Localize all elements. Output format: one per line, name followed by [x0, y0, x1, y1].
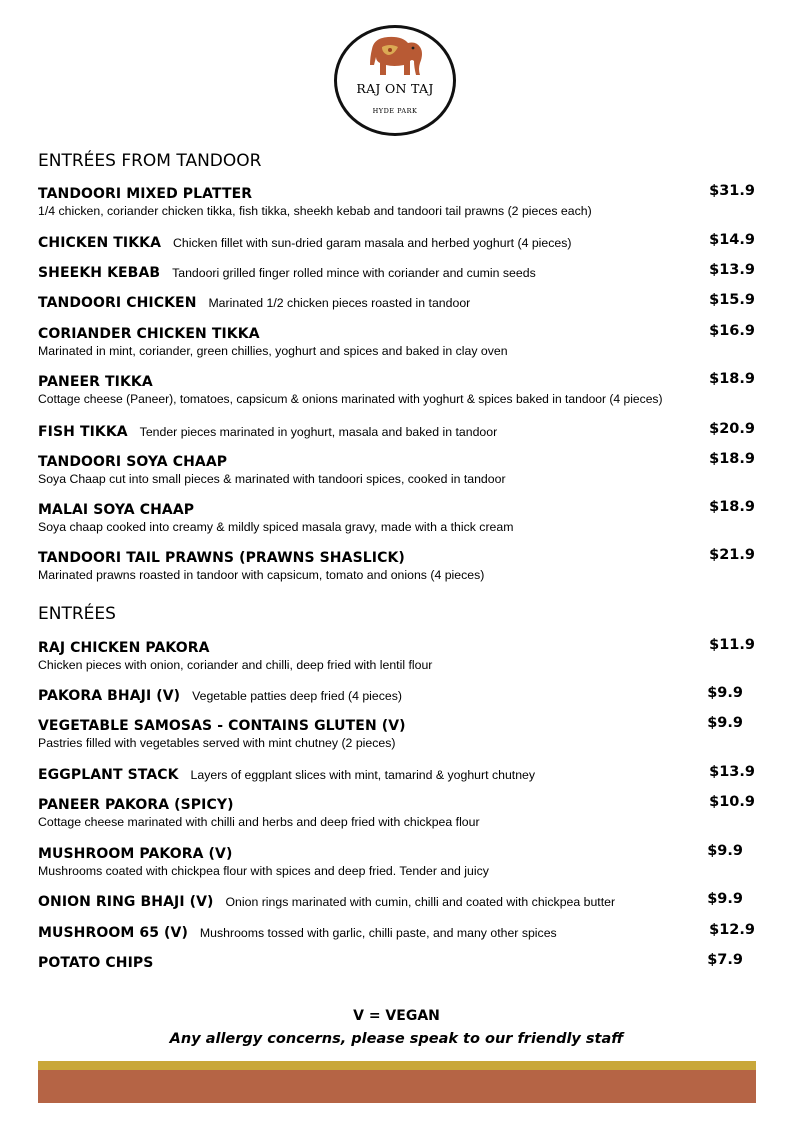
item-desc: Pastries filled with vegetables served with mint chutney (2 pieces)	[38, 736, 396, 750]
item-desc: Layers of eggplant slices with mint, tamarind & yoghurt chutney	[183, 768, 536, 782]
item-price: $15.9	[709, 292, 755, 308]
item-name: MALAI SOYA CHAAP	[38, 502, 195, 518]
item-price: $20.9	[709, 421, 755, 437]
menu-item	[38, 323, 755, 358]
item-price: $9.9	[707, 891, 743, 907]
item-name: SHEEKH KEBAB	[38, 265, 161, 281]
item-price: $18.9	[709, 371, 755, 387]
item-name: TANDOORI SOYA CHAAP	[38, 454, 228, 470]
allergy-notice: Any allergy concerns, please speak to our friendly staff	[169, 1031, 624, 1047]
menu-item	[38, 715, 755, 750]
restaurant-logo	[334, 25, 456, 136]
item-price: $9.9	[707, 715, 743, 731]
elephant-icon	[364, 33, 426, 79]
item-desc: Chicken pieces with onion, coriander and chilli, deep fried with lentil flour	[38, 658, 433, 672]
menu-item	[38, 952, 755, 971]
menu-item	[38, 685, 755, 704]
item-name: POTATO CHIPS	[38, 955, 154, 971]
item-name: TANDOORI CHICKEN	[38, 295, 197, 311]
item-price: $18.9	[709, 451, 755, 467]
footer-gold-bar	[38, 1061, 756, 1070]
item-price: $18.9	[709, 499, 755, 515]
item-desc: Cottage cheese (Paneer), tomatoes, capsicum & onions marinated with yoghurt & spices baked in tandoor (4 pieces)	[38, 392, 663, 406]
item-name: PANEER PAKORA (SPICY)	[38, 797, 234, 813]
item-name: PANEER TIKKA	[38, 374, 153, 390]
item-desc: Tender pieces marinated in yoghurt, masala and baked in tandoor	[132, 425, 498, 439]
item-desc: Marinated prawns roasted in tandoor with capsicum, tomato and onions (4 pieces)	[38, 568, 485, 582]
item-desc: Mushrooms tossed with garlic, chilli paste, and many other spices	[193, 926, 557, 940]
menu-item	[38, 451, 755, 486]
item-price: $14.9	[709, 232, 755, 248]
item-price: $16.9	[709, 323, 755, 339]
brand-location: HYDE PARK	[372, 107, 418, 115]
menu-item	[38, 262, 755, 281]
item-price: $21.9	[709, 547, 755, 563]
menu-item	[38, 499, 755, 534]
item-desc: Mushrooms coated with chickpea flour with spices and deep fried. Tender and juicy	[38, 864, 489, 878]
vegan-legend: V = VEGAN	[353, 1008, 440, 1024]
item-name: RAJ CHICKEN PAKORA	[38, 640, 210, 656]
item-price: $7.9	[707, 952, 743, 968]
item-price: $13.9	[709, 764, 755, 780]
item-desc: Chicken fillet with sun-dried garam masala and herbed yoghurt (4 pieces)	[166, 236, 572, 250]
item-desc: Marinated 1/2 chicken pieces roasted in tandoor	[201, 296, 471, 310]
item-desc: Tandoori grilled finger rolled mince with coriander and cumin seeds	[165, 266, 536, 280]
item-price: $31.9	[709, 183, 755, 199]
item-price: $13.9	[709, 262, 755, 278]
item-desc: Soya Chaap cut into small pieces & marinated with tandoori spices, cooked in tandoor	[38, 472, 506, 486]
item-name: ONION RING BHAJI (V)	[38, 894, 214, 910]
menu-item	[38, 183, 755, 218]
menu-item	[38, 794, 755, 829]
item-name: MUSHROOM 65 (V)	[38, 925, 188, 941]
menu-item	[38, 371, 755, 406]
item-name: PAKORA BHAJI (V)	[38, 688, 181, 704]
item-name: MUSHROOM PAKORA (V)	[38, 846, 233, 862]
item-name: EGGPLANT STACK	[38, 767, 179, 783]
item-name: CORIANDER CHICKEN TIKKA	[38, 326, 260, 342]
item-desc: 1/4 chicken, coriander chicken tikka, fish tikka, sheekh kebab and tandoori tail prawns (2 pieces each)	[38, 204, 592, 218]
footer-rust-bar	[38, 1070, 756, 1103]
item-name: VEGETABLE SAMOSAS - CONTAINS GLUTEN (V)	[38, 718, 406, 734]
item-price: $11.9	[709, 637, 755, 653]
menu-item	[38, 637, 755, 672]
item-desc: Marinated in mint, coriander, green chillies, yoghurt and spices and baked in clay oven	[38, 344, 508, 358]
item-desc: Soya chaap cooked into creamy & mildly spiced masala gravy, made with a thick cream	[38, 520, 514, 534]
item-desc: Cottage cheese marinated with chilli and herbs and deep fried with chickpea flour	[38, 815, 480, 829]
menu-item	[38, 922, 755, 941]
item-name: FISH TIKKA	[38, 424, 128, 440]
section-title-entrees: ENTRÉES	[38, 604, 116, 624]
item-desc: Vegetable patties deep fried (4 pieces)	[185, 689, 402, 703]
menu-item	[38, 843, 755, 878]
section-title-tandoor: ENTRÉES FROM TANDOOR	[38, 151, 262, 171]
item-name: TANDOORI MIXED PLATTER	[38, 186, 253, 202]
item-price: $9.9	[707, 685, 743, 701]
menu-item	[38, 764, 755, 783]
menu-item	[38, 891, 755, 910]
item-name: CHICKEN TIKKA	[38, 235, 162, 251]
item-desc: Onion rings marinated with cumin, chilli and coated with chickpea butter	[218, 895, 616, 909]
item-price: $9.9	[707, 843, 743, 859]
item-price: $10.9	[709, 794, 755, 810]
menu-item	[38, 232, 755, 251]
menu-item	[38, 547, 755, 582]
item-name: TANDOORI TAIL PRAWNS (PRAWNS SHASLICK)	[38, 550, 405, 566]
menu-item	[38, 421, 755, 440]
menu-item	[38, 292, 755, 311]
brand-name: RAJ ON TAJ	[356, 81, 434, 96]
item-price: $12.9	[709, 922, 755, 938]
